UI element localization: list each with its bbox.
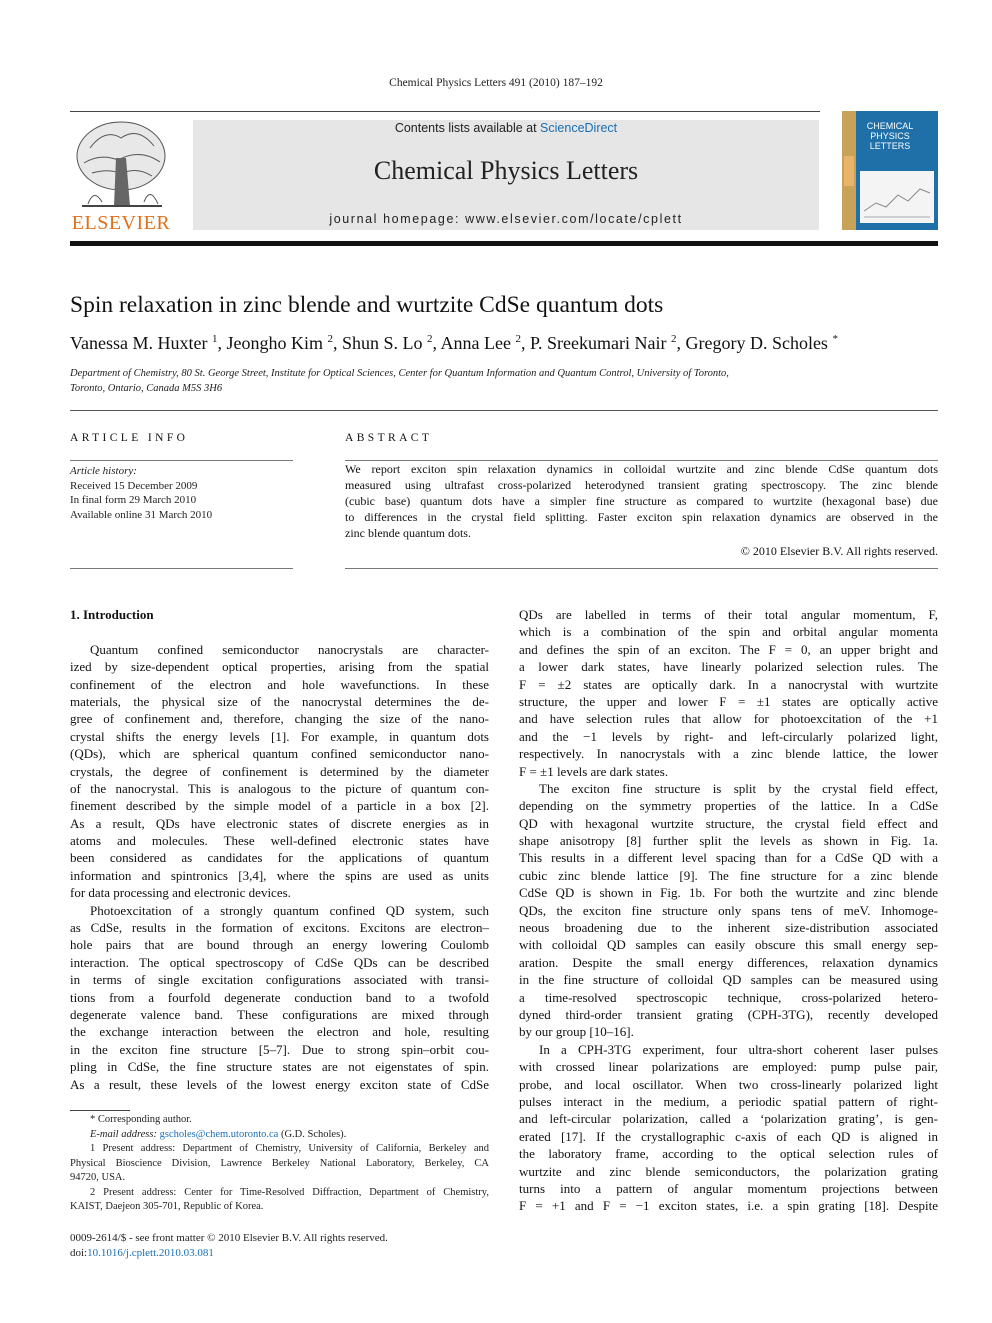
author-name: P. Sreekumari Nair bbox=[530, 333, 667, 353]
affiliation-line: Department of Chemistry, 80 St. George Street, Institute for Optical Sciences, Center for Quantum Information and Quantum Control, University of Toronto, bbox=[70, 368, 729, 379]
text-line: a time-resolved spectroscopic technique, cross-polarized hetero- bbox=[519, 989, 938, 1005]
footnote-1-line: 1 Present address: Department of Chemistry, University of California, Berkeley and bbox=[90, 1143, 489, 1154]
text-line: tions from a fourfold degenerate conduction band to a twofold bbox=[70, 989, 489, 1005]
article-history bbox=[70, 464, 212, 522]
text-line: QDs are labelled in terms of their total angular momentum, F, bbox=[519, 607, 938, 622]
text-line: for data processing and electronic devices. bbox=[70, 885, 291, 901]
footnote-rule bbox=[70, 1110, 130, 1111]
author-affiliation-mark[interactable]: 2 bbox=[427, 333, 433, 345]
text-line: confinement of the electron and hole wavefunctions. In these bbox=[70, 676, 489, 692]
header-top-rule bbox=[70, 111, 820, 112]
article-info-heading: ARTICLE INFO bbox=[70, 432, 189, 444]
author-name: Jeongho Kim bbox=[226, 333, 323, 353]
footnote-1-line: Physical Bioscience Division, Lawrence Berkeley National Laboratory, Berkeley, CA bbox=[70, 1157, 489, 1169]
footnotes bbox=[70, 1113, 489, 1215]
footnote-1-line: 94720, USA. bbox=[70, 1172, 126, 1183]
author-affiliation-mark[interactable]: 2 bbox=[515, 333, 521, 345]
abstract-body bbox=[345, 462, 938, 559]
text-line: wurtzite and zinc blende semiconductors, the polarization grating bbox=[519, 1163, 938, 1179]
intro-paragraph-2 bbox=[70, 902, 489, 1093]
footnote-email bbox=[70, 1128, 489, 1143]
intro-paragraph-1 bbox=[70, 641, 489, 902]
text-line: been considered as candidates for the applications of quantum bbox=[70, 850, 489, 866]
text-line: F = ±2 states are optically dark. In a nanocrystal with wurtzite bbox=[519, 676, 938, 692]
abstract-heading: ABSTRACT bbox=[345, 432, 433, 444]
text-line: probe, and local oscillator. When two cross-linearly polarized light bbox=[519, 1076, 938, 1092]
text-line: with colloidal QD samples can easily obscure this small energy sep- bbox=[519, 937, 938, 953]
text-line: As a result, these levels of the lowest energy exciton state of CdSe bbox=[70, 1076, 489, 1092]
text-line: Quantum confined semiconductor nanocrystals are character- bbox=[90, 641, 489, 657]
text-line: pling in CdSe, the fine structure states are not eigenstates of spin. bbox=[70, 1059, 489, 1075]
journal-reference: Chemical Physics Letters 491 (2010) 187–192 bbox=[389, 77, 603, 89]
text-line: F = +1 and F = −1 exciton states, i.e. a spin grating [18]. Despite bbox=[519, 1198, 938, 1214]
journal-cover-thumbnail bbox=[842, 111, 938, 230]
abstract-bottom-rule bbox=[345, 568, 938, 569]
text-line: turns into a pattern of angular momentum projections between bbox=[519, 1180, 938, 1196]
abstract-line: We report exciton spin relaxation dynamics in colloidal wurtzite and zinc blende CdSe quantum dots bbox=[345, 462, 938, 476]
text-line: F = ±1 levels are dark states. bbox=[519, 763, 669, 779]
sciencedirect-link[interactable]: ScienceDirect bbox=[540, 121, 618, 135]
text-line: in terms of single excitation configurations associated with transi- bbox=[70, 972, 489, 988]
text-line: and have selection rules that allow for photoexcitation of the +1 bbox=[519, 711, 938, 727]
online-date: Available online 31 March 2010 bbox=[70, 508, 213, 521]
affiliation bbox=[70, 367, 840, 396]
issn-line: 0009-2614/$ - see front matter © 2010 Elsevier B.V. All rights reserved. bbox=[70, 1232, 388, 1244]
footnote-corresponding: * Corresponding author. bbox=[90, 1114, 192, 1125]
article-title: Spin relaxation in zinc blende and wurtzite CdSe quantum dots bbox=[70, 292, 664, 318]
text-line: erated [17]. If the crystallographic c-axis of each QD is aligned in bbox=[519, 1128, 938, 1144]
email-link[interactable]: gscholes@chem.utoronto.ca bbox=[159, 1128, 279, 1140]
text-line: QD with hexagonal wurtzite structure, the crystal field effect and bbox=[519, 815, 938, 831]
journal-homepage[interactable]: journal homepage: www.elsevier.com/locate/cplett bbox=[329, 212, 683, 226]
cover-title-line: LETTERS bbox=[869, 141, 911, 151]
author-name: Gregory D. Scholes bbox=[685, 333, 828, 353]
text-line: In a CPH-3TG experiment, four ultra-short coherent laser pulses bbox=[539, 1041, 938, 1057]
text-line: ized by size-dependent optical properties, arising from the spatial bbox=[70, 659, 489, 675]
text-line: degenerate valence band. These configurations are mixed through bbox=[70, 1006, 489, 1022]
title-block-rule bbox=[70, 410, 938, 411]
journal-title: Chemical Physics Letters bbox=[373, 156, 639, 185]
text-line: This results in a different level spacing than for a CdSe QD with a bbox=[519, 850, 938, 866]
abstract-copyright: © 2010 Elsevier B.V. All rights reserved. bbox=[740, 544, 938, 558]
text-line: CdSe QD is shown in Fig. 1b. For both the wurtzite and zinc blende bbox=[519, 885, 938, 901]
text-line: cubic zinc blende lattice [9]. The fine structure for a zinc blende bbox=[519, 867, 938, 883]
text-line: Photoexcitation of a strongly quantum confined QD system, such bbox=[90, 902, 489, 918]
footnote-2-line: KAIST, Daejeon 305-701, Republic of Korea. bbox=[70, 1201, 264, 1212]
intro-paragraph-3 bbox=[519, 606, 938, 780]
tree-icon bbox=[70, 118, 172, 210]
cover-art-icon bbox=[842, 111, 938, 230]
cover-title-line: CHEMICAL bbox=[866, 121, 914, 131]
author-affiliation-mark[interactable]: 1 bbox=[211, 333, 218, 345]
email-label: E-mail address: bbox=[90, 1128, 160, 1140]
header-bottom-rule bbox=[70, 241, 938, 246]
author-list: Vanessa M. Huxter $^1$, Jeongho Kim $^2$, Shun S. Lo $^2$, Anna Lee $^2$, P. Sreekumari Nair $^2$, Gregory D. Scholes * bbox=[70, 333, 838, 353]
text-line: dyned third-order transient grating (CPH-3TG), recently developed bbox=[519, 1006, 938, 1022]
text-line: and the −1 levels by right- and left-circularly polarized light, bbox=[519, 728, 938, 744]
cover-title-line: PHYSICS bbox=[870, 131, 910, 141]
issn-block bbox=[70, 1231, 388, 1260]
text-line: materials, the physical size of the nanocrystal determines the de- bbox=[70, 693, 489, 709]
text-line: crystal shifts the energy levels [1]. For example, in quantum dots bbox=[70, 728, 489, 744]
article-info-top-rule bbox=[70, 460, 293, 461]
text-line: of the nanocrystal. This is analogous to the picture of quantum con- bbox=[70, 780, 489, 796]
text-line: the laboratory frame, according to the optical selection rules of bbox=[519, 1146, 938, 1162]
text-line: in the exciton fine structure [5–7]. Due to strong spin–orbit cou- bbox=[70, 1041, 489, 1057]
text-line: neous broadening due to the inherent size-distribution associated bbox=[519, 920, 938, 936]
article-info-bottom-rule bbox=[70, 568, 293, 569]
author-name: Shun S. Lo bbox=[341, 333, 423, 353]
revised-date: In final form 29 March 2010 bbox=[70, 494, 197, 506]
text-line: and left-circular polarization, called a ‘polarization grating’, is gen- bbox=[519, 1111, 938, 1127]
text-line: shape anisotropy [8] further split the levels as shown in Fig. 1a. bbox=[519, 833, 938, 849]
text-line: interaction. The optical spectroscopy of CdSe QDs can be described bbox=[70, 954, 489, 970]
text-line: aration. Despite the small energy differences, relaxation dynamics bbox=[519, 954, 938, 970]
footnote-2-line: 2 Present address: Center for Time-Resolved Diffraction, Department of Chemistry, bbox=[90, 1186, 489, 1198]
text-line: atoms and molecules. These well-defined electronic states have bbox=[70, 833, 489, 849]
text-line: the exchange interaction between the electron and hole, resulting bbox=[70, 1024, 489, 1040]
abstract-line: (cubic base) quantum dots have a simpler fine structure as compared to wurtzite (hexagonal base) due bbox=[345, 494, 938, 508]
abstract-line: measured using ultrafast cross-polarized heterodyned transient grating spectroscopy. The zinc blende bbox=[345, 478, 938, 492]
abstract-line: to differences in the crystal field splitting. Faster exciton spin relaxation dynamics are observed in the bbox=[345, 510, 938, 524]
text-line: a lower dark states, have linearly polarized selection rules. The bbox=[519, 659, 938, 675]
text-line: information and spintronics [3,4], where the spins are used as units bbox=[70, 867, 489, 883]
text-line: respectively. In nanocrystals with a zinc blende lattice, the lower bbox=[519, 746, 938, 762]
corresponding-author-mark[interactable]: * bbox=[832, 333, 838, 345]
text-line: hole pairs that are bound through an energy lowering Coulomb bbox=[70, 937, 489, 953]
text-line: with crossed linear polarizations are employed: pump pulse pair, bbox=[519, 1059, 938, 1075]
text-line: in the fine structure of colloidal QD samples can be measured using bbox=[519, 972, 938, 988]
section-heading: 1. Introduction bbox=[70, 607, 154, 622]
received-date: Received 15 December 2009 bbox=[70, 479, 198, 492]
author-affiliation-mark[interactable]: 2 bbox=[327, 333, 333, 345]
text-line: gree of confinement and, therefore, changing the size of the nano- bbox=[70, 711, 489, 727]
text-line: structure, the upper and lower F = ±1 states are optically active bbox=[519, 693, 938, 709]
text-line: As a result, QDs have electronic states of discrete energies as in bbox=[70, 815, 489, 831]
text-line: (QDs), which are spherical quantum confined semiconductor nano- bbox=[70, 746, 489, 762]
intro-paragraph-5 bbox=[519, 1041, 938, 1215]
intro-paragraph-4 bbox=[519, 780, 938, 1041]
email-suffix: (G.D. Scholes). bbox=[278, 1128, 347, 1140]
author-name: Vanessa M. Huxter bbox=[70, 333, 208, 353]
history-label: Article history: bbox=[70, 465, 137, 477]
abstract-line: zinc blende quantum dots. bbox=[345, 526, 471, 540]
text-line: by our group [10–16]. bbox=[519, 1024, 634, 1040]
publisher-logo-text: ELSEVIER bbox=[71, 212, 171, 234]
abstract-top-rule bbox=[345, 460, 938, 461]
body-right-column bbox=[519, 606, 938, 1215]
doi-prefix: doi: bbox=[70, 1246, 88, 1259]
text-line: The exciton fine structure is split by the crystal field effect, bbox=[539, 780, 938, 796]
text-line: pulses interact in the medium, a periodic spatial pattern of right- bbox=[519, 1093, 938, 1109]
body-left-column bbox=[70, 606, 489, 1093]
text-line: depending on the symmetry properties of the lattice. In a CdSe bbox=[519, 798, 938, 814]
doi-line bbox=[70, 1246, 388, 1261]
text-line: crystals, the degree of confinement is determined by the diameter bbox=[70, 763, 489, 779]
text-line: finement described by the simple model of a particle in a box [2]. bbox=[70, 798, 489, 814]
text-line: and defines the spin of an exciton. The F = 0, an upper bright and bbox=[519, 641, 938, 657]
text-line: as CdSe, results in the formation of excitons. Excitons are electron– bbox=[70, 920, 489, 936]
text-line: QDs, the exciton fine structure only spans tens of meV. Inhomoge- bbox=[519, 902, 938, 918]
text-line: which is a combination of the spin and orbital angular momenta bbox=[519, 624, 938, 640]
author-name: Anna Lee bbox=[440, 333, 511, 353]
contents-prefix: Contents lists available at bbox=[394, 121, 541, 135]
author-affiliation-mark[interactable]: 2 bbox=[670, 333, 677, 345]
doi-link[interactable]: 10.1016/j.cplett.2010.03.081 bbox=[87, 1246, 214, 1259]
affiliation-line: Toronto, Ontario, Canada M5S 3H6 bbox=[70, 382, 223, 394]
contents-availability bbox=[193, 121, 819, 135]
